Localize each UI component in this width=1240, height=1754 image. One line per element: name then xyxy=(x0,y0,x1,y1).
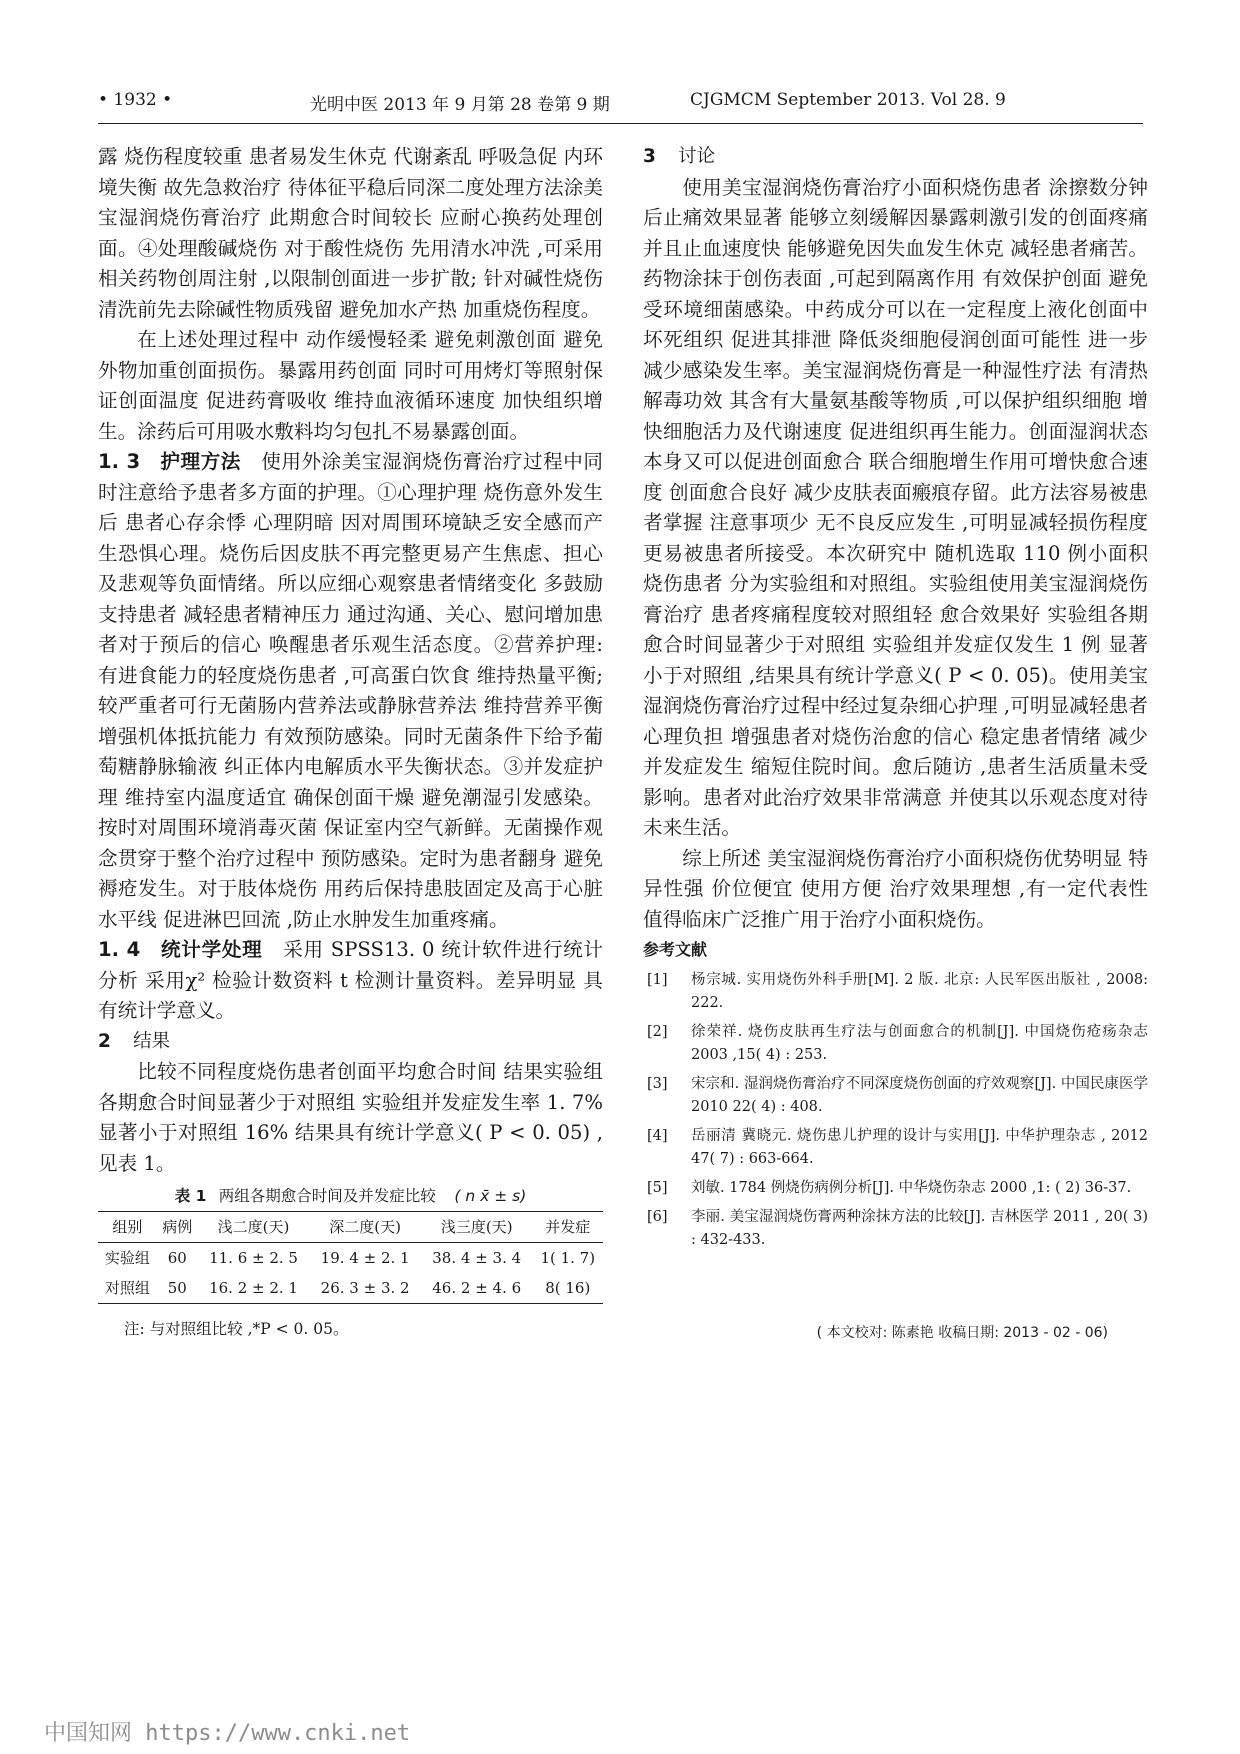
reference-item xyxy=(643,1206,1148,1252)
table-row xyxy=(98,1273,603,1304)
table-cell: 19. 4 ± 2. 1 xyxy=(320,1249,410,1267)
table-cell: 26. 3 ± 3. 2 xyxy=(320,1279,410,1297)
reference-text: 岳丽清 冀晓元. 烧伤患儿护理的设计与实用[J]. 中华护理杂志 , 2012 47( 7) : 663-664. xyxy=(691,1128,1148,1167)
right-column xyxy=(643,142,1148,1349)
table-row xyxy=(98,1243,603,1274)
reference-item xyxy=(643,1125,1148,1171)
paragraph-discussion: 使用美宝湿润烧伤膏治疗小面积烧伤患者 涂擦数分钟后止痛效果显著 能够立刻缓解因暴露刺激引发的创面疼痛 并且止血速度快 能够避免因失血发生休克 减轻患者痛苦。药物涂抹于创伤表面 ,可起到隔离作用 有效保护创面 避免受环境细菌感染。中药成分可以在一定程度上液化创面中坏死组织 促进其排泄 降低炎细胞侵润创面可能性 进一步减少感染发生率。美宝湿润烧伤膏是一种湿性疗法 有清热解毒功效 其含有大量氨基酸等物质 ,可以保护组织细胞 增快细胞活力及代谢速度 促进组织再生能力。创面湿润状态本身又可以促进创面愈合 联合细胞增生作用可增快愈合速度 创面愈合良好 减少皮肤表面瘢痕存留。此方法容易被患者掌握 注意事项少 无不良反应发生 ,可明显减轻损伤程度 更易被患者所接受。本次研究中 随机选取 110 例小面积烧伤患者 分为实验组和对照组。实验组使用美宝湿润烧伤膏治疗 患者疼痛程度较对照组轻 愈合效果好 实验组各期愈合时间显著少于对照组 实验组并发症仅发生 1 例 显著小于对照组 ,结果具有统计学意义( P < 0. 05)。使用美宝湿润烧伤膏治疗过程中经过复杂细心护理 ,可明显减轻患者心理负担 增强患者对烧伤治愈的信心 稳定患者情绪 减少并发症发生 缩短住院时间。愈后随访 ,患者生活质量未受影响。患者对此治疗效果非常满意 并使其以乐观态度对待未来生活。 xyxy=(643,175,1148,839)
table-header-cell: 浅三度(天) xyxy=(440,1218,513,1236)
table-header-row xyxy=(98,1212,603,1243)
reference-item xyxy=(643,1177,1148,1200)
running-header xyxy=(98,84,1143,116)
reference-text: 杨宗城. 实用烧伤外科手册[M]. 2 版. 北京: 人民军医出版社 , 2008: 222. xyxy=(691,972,1148,1011)
table-cell: 11. 6 ± 2. 5 xyxy=(209,1249,298,1267)
table-cell: 8( 16) xyxy=(545,1279,591,1297)
table-note: 注: 与对照组比较 ,*P < 0. 05。 xyxy=(124,1320,349,1338)
section-3-number: 3 xyxy=(643,146,656,167)
journal-title-cn: 光明中医 2013 年 9 月第 28 卷第 9 期 xyxy=(310,95,610,115)
table-cell: 对照组 xyxy=(104,1279,150,1297)
section-2-number: 2 xyxy=(98,1030,111,1052)
table-cell: 1( 1. 7) xyxy=(540,1249,596,1267)
section-1-3-number: 1. 3 xyxy=(98,450,141,473)
section-1-3-text: 使用外涂美宝湿润烧伤膏治疗过程中同时注意给予患者多方面的护理。①心理护理 烧伤意外发生后 患者心存余悸 心理阴暗 因对周围环境缺乏安全感而产生恐惧心理。烧伤后因皮肤不再完整更易产生焦虑、担心及悲观等负面情绪。所以应细心观察患者情绪变化 多鼓励支持患者 减轻患者精神压力 通过沟通、关心、慰问增加患者对于预后的信心 唤醒患者乐观生活态度。②营养护理: 有进食能力的轻度烧伤患者 ,可高蛋白饮食 维持热量平衡; 较严重者可行无菌肠内营养法或静脉营养法 维持营养平衡 增强机体抵抗能力 有效预防感染。同时无菌条件下给予葡萄糖静脉输液 纠正体内电解质水平失衡状态。③并发症护理 维持室内温度适宜 确保创面干燥 避免潮湿引发感染。按时对周围环境消毒灭菌 保证室内空气新鲜。无菌操作观念贯穿于整个治疗过程中 预防感染。定时为患者翻身 避免褥疮发生。对于肢体烧伤 用药后保持患肢固定及高于心脏水平线 促进淋巴回流 ,防止水肿发生加重疼痛。 xyxy=(98,450,604,931)
results-table xyxy=(98,1211,603,1304)
table-header-cell: 病例 xyxy=(162,1218,193,1236)
section-2-heading xyxy=(98,1027,603,1058)
header-rule xyxy=(98,123,1143,124)
table-caption-number: 表 1 xyxy=(174,1187,207,1205)
section-1-4-number: 1. 4 xyxy=(98,938,141,961)
proofreading-info: ( 本文校对: 陈素艳 收稿日期: 2013 - 02 - 06) xyxy=(816,1325,1108,1341)
references-title: 参考文献 xyxy=(643,940,708,959)
reference-number: [2] xyxy=(647,1024,668,1040)
table-cell: 50 xyxy=(167,1279,187,1297)
paragraph-conclusion: 综上所述 美宝湿润烧伤膏治疗小面积烧伤优势明显 特异性强 价位便宜 使用方便 治疗效果理想 ,有一定代表性 值得临床广泛推广用于治疗小面积烧伤。 xyxy=(643,846,1148,931)
section-3-title: 讨论 xyxy=(678,146,716,167)
table-caption-note: ( n x̄ ± s) xyxy=(454,1187,527,1205)
table-cell: 16. 2 ± 2. 1 xyxy=(209,1279,298,1297)
table-header-cell: 组别 xyxy=(112,1218,143,1236)
table-header-cell: 深二度(天) xyxy=(329,1218,401,1236)
reference-number: [3] xyxy=(647,1076,668,1092)
paragraph-results: 比较不同程度烧伤患者创面平均愈合时间 结果实验组各期愈合时间显著少于对照组 实验组并发症发生率 1. 7% 显著小于对照组 16% 结果具有统计学意义( P < 0. 05) ,见表 1。 xyxy=(98,1060,603,1175)
section-1-4-text: 采用 SPSS13. 0 统计软件进行统计分析 采用χ² 检验计数资料 t 检测计量资料。差异明显 具有统计学意义。 xyxy=(98,938,603,1022)
table-cell: 38. 4 ± 3. 4 xyxy=(432,1249,522,1267)
section-1-3 xyxy=(98,447,603,935)
table-cell: 实验组 xyxy=(104,1249,150,1267)
table-cell: 46. 2 ± 4. 6 xyxy=(432,1279,522,1297)
journal-title-en: CJGMCM September 2013. Vol 28. 9 xyxy=(690,90,1006,110)
paragraph-treatment-process: 在上述处理过程中 动作缓慢轻柔 避免刺激创面 避免外物加重创面损伤。暴露用药创面 同时可用烤灯等照射保证创面温度 促进药膏吸收 维持血液循环速度 加快组织增生。涂药后可用吸水敷料均匀包扎不易暴露创面。 xyxy=(98,328,603,443)
section-1-4 xyxy=(98,935,603,1027)
section-1-3-title: 护理方法 xyxy=(160,450,241,473)
paragraph-burn-handling: 露 烧伤程度较重 患者易发生休克 代谢紊乱 呼吸急促 内环境失衡 故先急救治疗 待体征平稳后同深二度处理方法涂美宝湿润烧伤膏治疗 此期愈合时间较长 应耐心换药处理创面。④处理酸碱烧伤 对于酸性烧伤 先用清水冲洗 ,可采用相关药物创周注射 ,以限制创面进一步扩散; 针对碱性烧伤 清洗前先去除碱性物质残留 避免加水产热 加重烧伤程度。 xyxy=(98,145,603,321)
table-header-cell: 并发症 xyxy=(545,1218,591,1236)
table-header-cell: 浅二度(天) xyxy=(217,1218,290,1236)
table-caption-text: 两组各期愈合时间及并发症比较 xyxy=(218,1187,436,1205)
reference-number: [6] xyxy=(647,1209,668,1225)
page-number: • 1932 • xyxy=(98,90,173,110)
reference-text: 徐荣祥. 烧伤皮肤再生疗法与创面愈合的机制[J]. 中国烧伤疮疡杂志 2003 ,15( 4) : 253. xyxy=(691,1024,1148,1063)
cnki-watermark: 中国知网 https://www.cnki.net xyxy=(44,1721,411,1746)
left-column xyxy=(98,142,603,1340)
section-3-heading xyxy=(643,142,1148,173)
section-2-title: 结果 xyxy=(133,1030,171,1052)
table-caption xyxy=(98,1185,603,1207)
reference-item xyxy=(643,1073,1148,1119)
reference-number: [1] xyxy=(647,972,668,988)
reference-item xyxy=(643,969,1148,1015)
table-cell: 60 xyxy=(167,1249,187,1267)
reference-text: 宋宗和. 湿润烧伤膏治疗不同深度烧伤创面的疗效观察[J]. 中国民康医学 2010 22( 4) : 408. xyxy=(691,1076,1148,1115)
reference-number: [4] xyxy=(647,1128,668,1144)
reference-text: 李丽. 美宝湿润烧伤膏两种涂抹方法的比较[J]. 吉林医学 2011 , 20( 3) : 432-433. xyxy=(691,1209,1148,1248)
reference-text: 刘敏. 1784 例烧伤病例分析[J]. 中华烧伤杂志 2000 ,1: ( 2) 36-37. xyxy=(691,1180,1132,1196)
section-1-4-title: 统计学处理 xyxy=(161,938,263,961)
reference-item xyxy=(643,1021,1148,1067)
reference-number: [5] xyxy=(647,1180,668,1196)
